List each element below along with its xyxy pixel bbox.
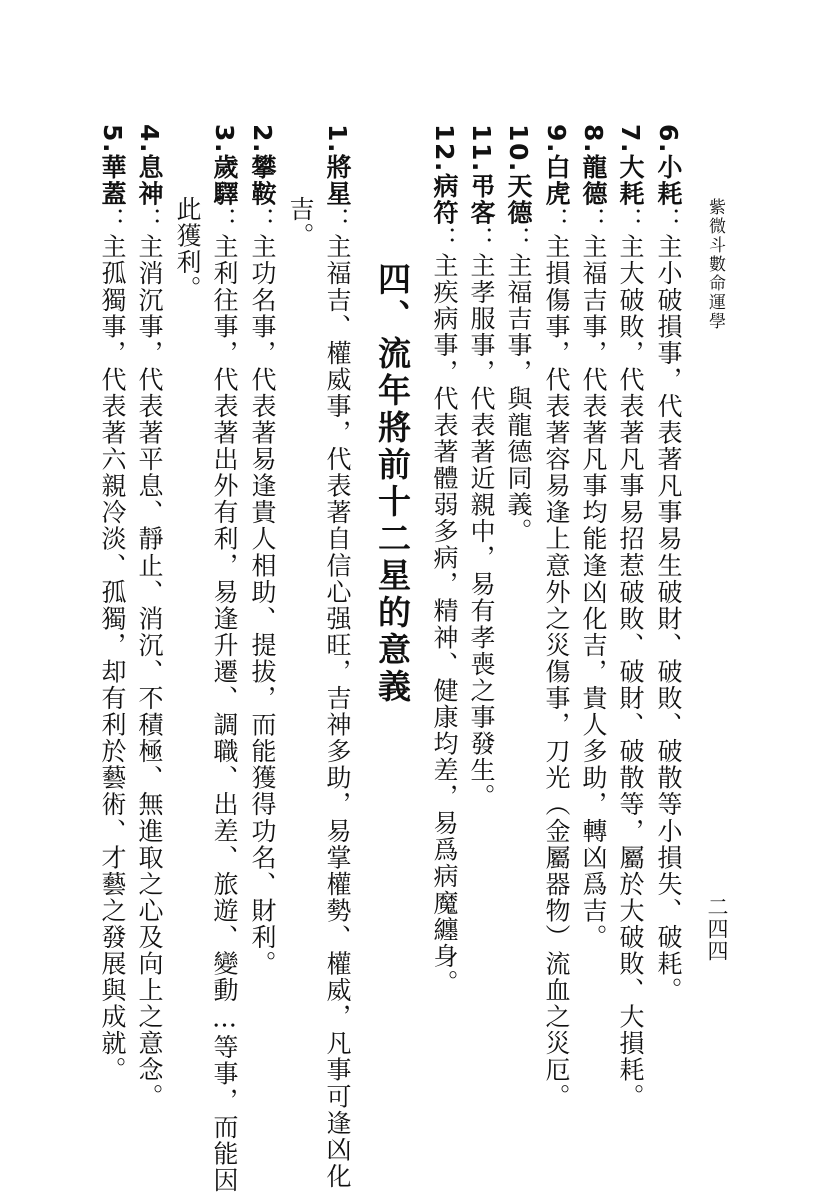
item-continuation: 吉。 [286,196,315,250]
item-text: ：主福吉、權威事，代表著自信心强旺，吉神多助，易掌權勢、權威，凡事可逢凶化 [323,207,352,1190]
item-text: ：主利往事，代表著出外有利，易逢升遷、調職、出差、旅遊、變動…等事，而能因 [210,207,239,1193]
item-number: 9. [542,124,571,154]
item-text: ：主功名事，代表著易逢貴人相助、提拔，而能獲得功名、財利。 [248,207,277,978]
running-title: 紫微斗數命運學 [705,198,725,331]
item-number: 11. [467,124,496,173]
item-text: ：主福吉事，與龍德同義。 [504,226,533,545]
item-number: 4. [135,124,164,154]
item-number: 2. [248,124,277,154]
list-item [325,124,350,1189]
list-item [469,124,494,810]
star-name: 龍德 [579,154,608,208]
item-continuation: 此獲利。 [173,196,202,303]
item-number: 12. [430,124,459,173]
item-number: 5. [98,124,127,154]
star-name: 白虎 [542,154,571,208]
page-number: 二四四 [705,896,729,962]
star-name: 大耗 [616,154,645,208]
list-item [212,124,237,1193]
item-number: 7. [616,124,645,154]
star-name: 病符 [430,172,459,227]
star-name: 弔客 [467,172,496,227]
list-item [506,124,531,545]
item-number: 10. [504,124,533,173]
item-number: 1. [323,124,352,154]
item-text: ：主大破敗，代表著凡事易招惹破敗、破財、破散等，屬於大破敗、大損耗。 [616,207,645,1110]
star-name: 歲驛 [210,154,239,208]
item-text: ：主疾病事，代表著體弱多病，精神、健康均差，易爲病魔纏身。 [430,226,459,996]
item-text: ：主消沉事，代表著平息、靜止、消沉、不積極、無進取之心及向上之意念。 [135,207,164,1110]
list-item [656,124,681,1004]
list-item [137,124,162,1110]
item-text: ：主孝服事，代表著近親中，易有孝喪之事發生。 [467,226,496,811]
item-number: 3. [210,124,239,154]
item-text: ：主福吉事，代表著凡事均能逢凶化吉，貴人多助，轉凶爲吉。 [579,207,608,951]
star-name: 息神 [135,154,164,208]
list-item [581,124,606,951]
section-heading: 四、流年將前十二星的意義 [373,262,412,706]
list-item [100,124,125,1083]
list-item [544,124,569,1110]
item-number: 8. [579,124,608,154]
item-text: ：主損傷事，代表著容易逢上意外之災傷事，刀光（金屬器物）流血之災厄。 [542,207,571,1110]
star-name: 小耗 [654,154,683,208]
item-text: ：主孤獨事，代表著六親冷淡、孤獨，却有利於藝術、才藝之發展與成就。 [98,207,127,1084]
list-item [618,124,643,1110]
list-item [250,124,275,977]
star-name: 華蓋 [98,154,127,208]
star-name: 將星 [323,154,352,208]
star-name: 天德 [504,172,533,227]
star-name: 攀鞍 [248,154,277,208]
item-number: 6. [654,124,683,154]
list-item [432,124,457,996]
item-text: ：主小破損事，代表著凡事易生破財、破敗、破散等小損失、破耗。 [654,207,683,1004]
